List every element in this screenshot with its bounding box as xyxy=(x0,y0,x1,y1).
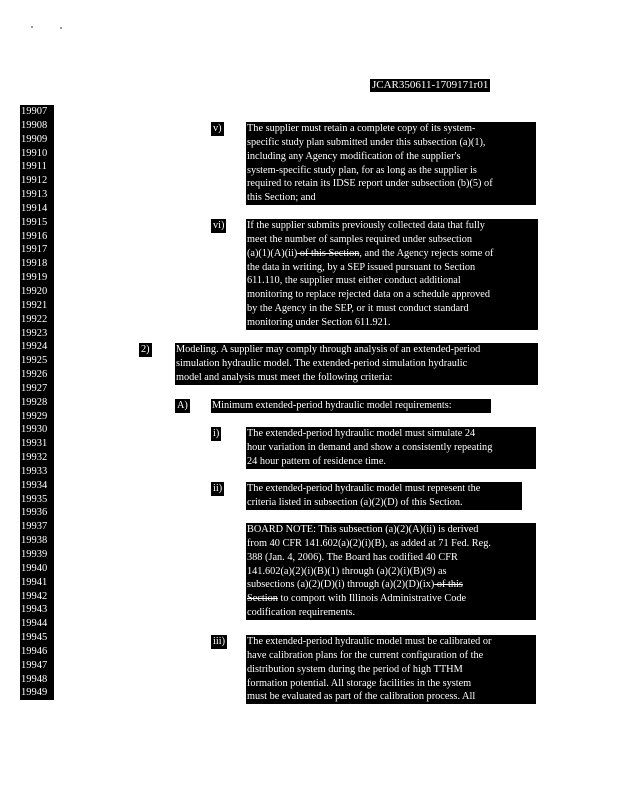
item-label-v: v) xyxy=(213,123,222,134)
item-label-iii: iii) xyxy=(213,636,226,647)
text-line: the data in writing, by a SEP issued pursuant to Section xyxy=(247,261,476,273)
line-number: 19939 xyxy=(21,549,48,560)
line-number: 19946 xyxy=(21,645,48,657)
line-number: 19932 xyxy=(21,452,48,464)
line-number: 19947 xyxy=(21,659,48,671)
line-number: 19916 xyxy=(21,230,48,242)
text-line: this Section; and xyxy=(247,192,316,204)
text-line: criteria listed in subsection (a)(2)(D) of this Section. xyxy=(247,496,463,508)
text-line: 141.602(a)(2)(i)(B)(1) through (a)(2)(i)(B)(9) as xyxy=(247,565,447,577)
text-line: The extended-period hydraulic model must be calibrated or xyxy=(247,636,492,647)
line-number: 19924 xyxy=(21,341,48,353)
text-line xyxy=(246,578,536,592)
line-number: 19923 xyxy=(21,327,48,339)
item-label-2: 2) xyxy=(141,344,150,355)
line-number: 19917 xyxy=(21,244,48,256)
item-label-vi: vi) xyxy=(213,220,225,231)
line-number: 19921 xyxy=(21,299,48,311)
paragraph-ii xyxy=(246,482,522,510)
paragraph-iii xyxy=(246,635,536,704)
text-line: The supplier must retain a complete copy of its system- xyxy=(247,123,476,134)
line-number-column xyxy=(20,105,54,700)
text-line: 24 hour pattern of residence time. xyxy=(247,455,386,467)
text-line: must be evaluated as part of the calibration process. All xyxy=(247,691,476,703)
line-number: 19938 xyxy=(21,535,48,547)
text-span: (a)(1)(A)(ii) xyxy=(247,247,298,259)
text-line: have calibration plans for the current configuration of the xyxy=(247,649,484,661)
text-span: , and the Agency rejects some of xyxy=(359,247,494,259)
text-line: Minimum extended-period hydraulic model requirements: xyxy=(212,400,452,411)
text-span: to comport with Illinois Administrative Code xyxy=(277,593,467,605)
line-number: 19920 xyxy=(21,285,48,297)
text-line: meet the number of samples required under subsection xyxy=(247,233,473,245)
text-line: model and analysis must meet the following criteria: xyxy=(176,371,393,383)
text-line xyxy=(246,592,536,606)
struck-text: of this Section xyxy=(297,247,360,259)
text-line: Modeling. A supplier may comply through analysis of an extended-period xyxy=(176,344,481,355)
line-number: 19910 xyxy=(21,147,48,159)
line-number: 19913 xyxy=(21,189,48,201)
line-number: 19914 xyxy=(21,202,48,214)
document-id: JCAR350611-1709171r01 xyxy=(372,79,489,91)
line-number: 19936 xyxy=(21,507,48,519)
line-number: 19943 xyxy=(21,604,48,616)
line-number: 19929 xyxy=(21,410,48,422)
text-line: The extended-period hydraulic model must simulate 24 xyxy=(247,428,476,439)
line-number: 19933 xyxy=(21,465,48,477)
paragraph-v xyxy=(246,122,536,205)
line-number: 19935 xyxy=(21,493,48,505)
struck-text: Section xyxy=(247,593,278,605)
text-line: codification requirements. xyxy=(247,607,356,619)
line-number: 19941 xyxy=(21,576,48,588)
item-label-A: A) xyxy=(177,400,188,411)
line-number: 19927 xyxy=(21,382,48,394)
line-number: 19945 xyxy=(21,632,48,644)
line-number: 19926 xyxy=(21,369,48,381)
text-line: by the Agency in the SEP, or it must conduct standard xyxy=(247,303,469,315)
paragraph-i xyxy=(246,427,536,469)
text-line: distribution system during the period of high TTHM xyxy=(247,663,463,675)
item-label-i: i) xyxy=(213,428,220,439)
text-line: system-specific study plan, for as long as the supplier is xyxy=(247,164,477,176)
line-number: 19937 xyxy=(21,521,48,533)
paragraph-A xyxy=(211,399,491,413)
text-line: 388 (Jan. 4, 2006). The Board has codified 40 CFR xyxy=(247,551,458,563)
text-line: simulation hydraulic model. The extended-period simulation hydraulic xyxy=(176,357,468,369)
line-number: 19922 xyxy=(21,313,48,325)
paragraph-2 xyxy=(175,343,538,385)
line-number: 19942 xyxy=(21,590,48,602)
line-number: 19911 xyxy=(21,161,47,173)
line-number: 19909 xyxy=(21,133,48,145)
text-line: The extended-period hydraulic model must represent the xyxy=(247,483,481,494)
line-number: 19940 xyxy=(21,562,48,574)
scan-speck xyxy=(31,26,33,28)
line-number: 19928 xyxy=(21,396,48,408)
text-span: subsections (a)(2)(D)(i) through (a)(2)(D)(ix) xyxy=(247,579,435,591)
line-number: 19908 xyxy=(21,119,48,131)
text-line: If the supplier submits previously collected data that fully xyxy=(247,220,485,231)
text-line: monitoring to replace rejected data on a schedule approved xyxy=(247,289,491,301)
line-number: 19931 xyxy=(21,438,48,450)
text-line: including any Agency modification of the supplier's xyxy=(247,150,461,162)
text-line: 611.110, the supplier must either conduct additional xyxy=(247,275,461,287)
item-label-ii: ii) xyxy=(213,483,223,494)
text-line: from 40 CFR 141.602(a)(2)(i)(B), as added at 71 Fed. Reg. xyxy=(247,537,491,549)
line-number: 19944 xyxy=(21,618,48,630)
text-line: monitoring under Section 611.921. xyxy=(247,316,391,328)
scan-speck xyxy=(60,27,62,29)
text-line: required to retain its IDSE report under subsection (b)(5) of xyxy=(247,178,493,190)
line-number: 19918 xyxy=(21,258,48,270)
line-number: 19948 xyxy=(21,673,48,685)
struck-text: of this xyxy=(434,579,463,591)
line-number: 19930 xyxy=(21,424,48,436)
text-line xyxy=(246,247,538,261)
line-number: 19925 xyxy=(21,355,48,367)
board-note xyxy=(246,523,536,620)
text-line: specific study plan submitted under this subsection (a)(1), xyxy=(247,136,486,148)
line-number: 19915 xyxy=(21,216,48,228)
paragraph-vi xyxy=(246,219,538,330)
line-number: 19907 xyxy=(21,106,48,117)
text-line: hour variation in demand and show a consistently repeating xyxy=(247,441,493,453)
text-line: BOARD NOTE: This subsection (a)(2)(A)(ii) is derived xyxy=(247,524,479,535)
line-number: 19912 xyxy=(21,175,48,187)
text-line: formation potential. All storage facilities in the system xyxy=(247,677,472,689)
line-number: 19934 xyxy=(21,479,48,491)
line-number: 19919 xyxy=(21,272,48,284)
line-number: 19949 xyxy=(21,687,48,699)
